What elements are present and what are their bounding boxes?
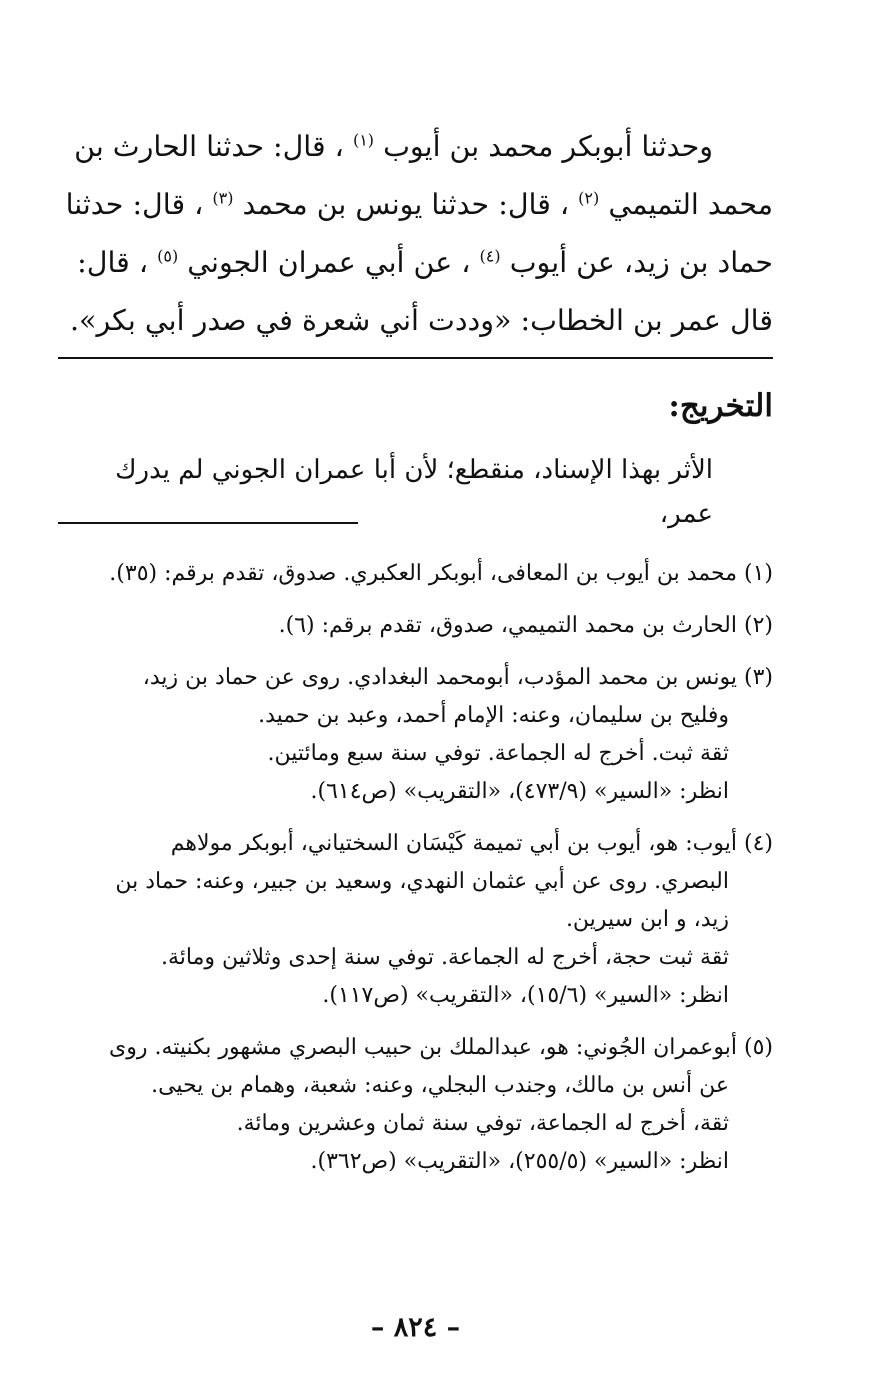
footnote-line: (١) محمد بن أيوب بن المعافى، أبوبكر العكبري. صدوق، تقدم برقم: (٣٥). (109, 561, 773, 586)
footnote-separator (58, 522, 358, 524)
footnote-line: انظر: «السير» (١٥/٦)، «التقريب» (ص١١٧). (322, 983, 729, 1008)
footnote-line: زيد، و ابن سيرين. (565, 907, 729, 932)
text-segment: ، قال: حدثنا (65, 188, 204, 221)
footnote-5 (58, 1029, 773, 1181)
text-segment: ، قال: حدثنا الحارث بن (74, 130, 344, 163)
footnote-line: وفليح بن سليمان، وعنه: الإمام أحمد، وعبد بن حميد. (258, 703, 729, 728)
main-line (58, 234, 773, 292)
book-page (58, 0, 773, 1384)
main-line (58, 176, 773, 234)
main-line (58, 292, 773, 350)
footnote-ref[interactable]: (١) (352, 130, 375, 150)
footnote-line: انظر: «السير» (٢٥٥/٥)، «التقريب» (ص٣٦٢). (310, 1149, 729, 1174)
main-text (58, 118, 773, 350)
page-number: – ٨٢٤ – (370, 1312, 461, 1343)
text-segment: محمد التميمي (608, 188, 773, 221)
footnotes (58, 555, 773, 1181)
takhrij-heading: التخريج: (668, 388, 773, 424)
footnote-ref[interactable]: (٤) (479, 246, 501, 266)
footnote-ref[interactable]: (٥) (157, 246, 179, 266)
text-segment: ، قال: (77, 246, 149, 279)
footnote-line: (٥) أبوعمران الجُوني: هو، عبدالملك بن حبيب البصري مشهور بكنيته. روى (108, 1035, 773, 1060)
takhrij-text: الأثر بهذا الإسناد، منقطع؛ لأن أبا عمران الجوني لم يدرك عمر، (115, 455, 713, 529)
footnote-2 (58, 607, 773, 645)
footnote-line: (٢) الحارث بن محمد التميمي، صدوق، تقدم برقم: (٦). (278, 613, 773, 638)
text-segment: ، قال: حدثنا يونس بن محمد (242, 188, 570, 221)
footnote-line: ثقة ثبت حجة، أخرج له الجماعة. توفي سنة إحدى وثلاثين ومائة. (160, 945, 729, 970)
footnote-1 (58, 555, 773, 593)
footnote-line: عن أنس بن مالك، وجندب البجلي، وعنه: شعبة، وهمام بن يحيى. (151, 1073, 729, 1098)
footnote-line: (٤) أيوب: هو، أيوب بن أبي تميمة كَيْسَان السختياني، أبوبكر مولاهم (170, 831, 773, 856)
footnote-3 (58, 659, 773, 811)
footnote-ref[interactable]: (٣) (212, 188, 234, 208)
footnote-ref[interactable]: (٢) (578, 188, 600, 208)
footnote-line: انظر: «السير» (٤٧٣/٩)، «التقريب» (ص٦١٤). (310, 779, 729, 804)
text-segment: قال عمر بن الخطاب: «وددت أني شعرة في صدر أبي بكر». (69, 304, 773, 337)
footnote-line: ثقة ثبت. أخرج له الجماعة. توفي سنة سبع ومائتين. (267, 741, 729, 766)
text-segment: حماد بن زيد، عن أيوب (509, 246, 773, 279)
main-line (58, 118, 773, 176)
footnote-line: ثقة، أخرج له الجماعة، توفي سنة ثمان وعشرين ومائة. (236, 1111, 729, 1136)
section-divider (58, 357, 773, 359)
footnote-line: البصري. روى عن أبي عثمان النهدي، وسعيد بن جبير، وعنه: حماد بن (115, 869, 729, 894)
text-segment: ، عن أبي عمران الجوني (187, 246, 471, 279)
text-segment: وحدثنا أبوبكر محمد بن أيوب (383, 130, 713, 163)
footnote-line: (٣) يونس بن محمد المؤدب، أبومحمد البغدادي. روى عن حماد بن زيد، (142, 665, 773, 690)
footnote-4 (58, 825, 773, 1015)
